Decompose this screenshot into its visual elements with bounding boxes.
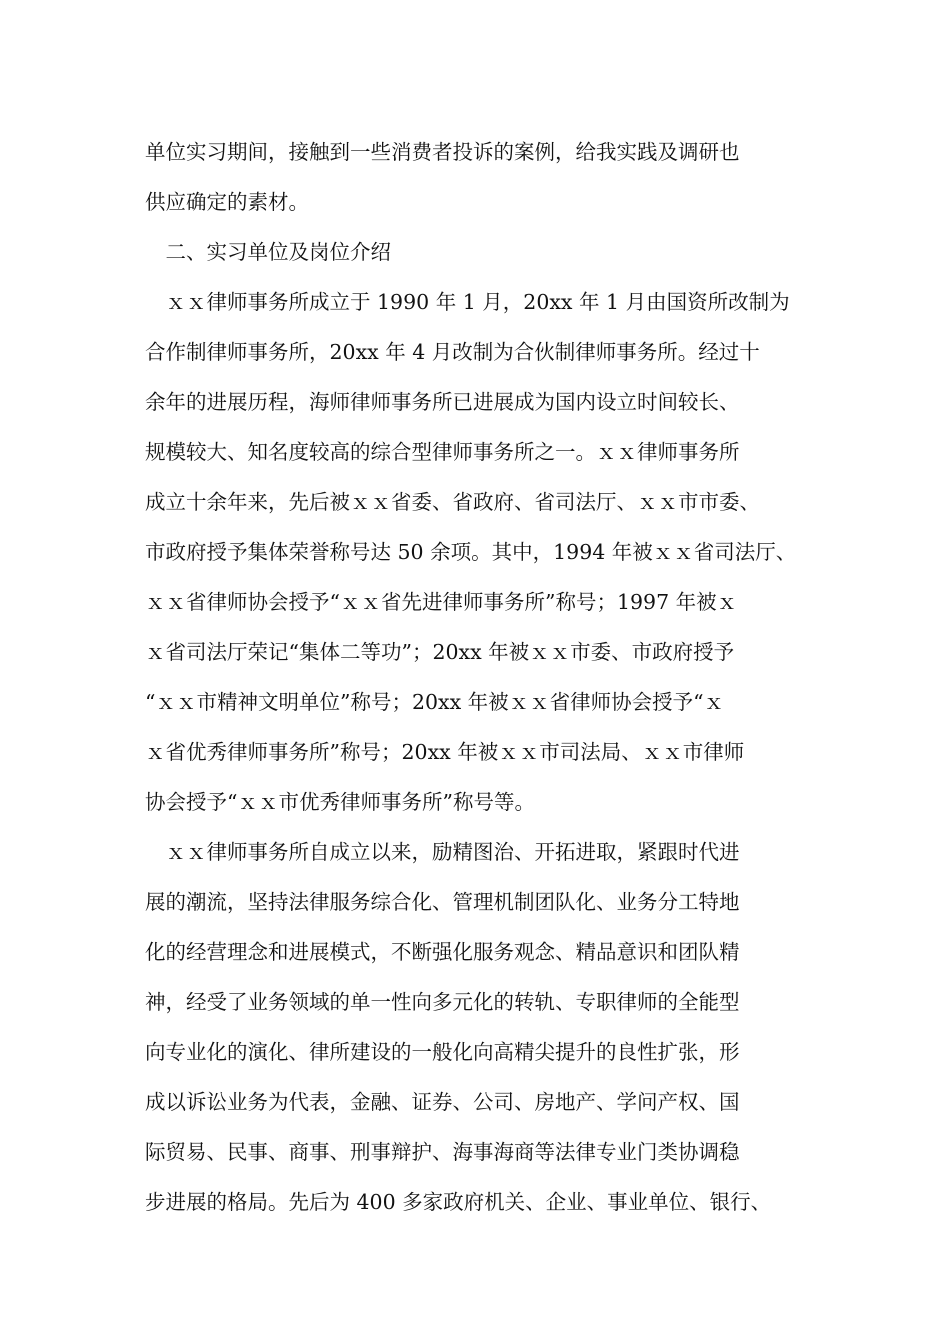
text-line: ｘｘ省律师协会授予“ｘｘ省先进律师事务所”称号；1997 年被ｘ <box>145 590 738 614</box>
text-line: 展的潮流，坚持法律服务综合化、管理机制团队化、业务分工特地 <box>145 890 740 914</box>
text-line: 合作制律师事务所，20xx 年 4 月改制为合伙制律师事务所。经过十 <box>145 340 760 364</box>
text-line: “ｘｘ市精神文明单位”称号；20xx 年被ｘｘ省律师协会授予“ｘ <box>145 690 725 714</box>
text-line: ｘｘ律师事务所成立于 1990 年 1 月，20xx 年 1 月由国资所改制为 <box>145 290 790 314</box>
text-line: 成立十余年来，先后被ｘｘ省委、省政府、省司法厅、ｘｘ市市委、 <box>145 490 760 514</box>
text-line: 神，经受了业务领域的单一性向多元化的转轨、专职律师的全能型 <box>145 990 740 1014</box>
text-line: 际贸易、民事、商事、刑事辩护、海事海商等法律专业门类协调稳 <box>145 1140 740 1164</box>
text-line: 化的经营理念和进展模式，不断强化服务观念、精品意识和团队精 <box>145 940 740 964</box>
text-line: 协会授予“ｘｘ市优秀律师事务所”称号等。 <box>145 790 535 814</box>
text-line: 单位实习期间，接触到一些消费者投诉的案例，给我实践及调研也 <box>145 140 740 164</box>
text-line: 供应确定的素材。 <box>145 190 309 214</box>
text-line: 成以诉讼业务为代表，金融、证券、公司、房地产、学问产权、国 <box>145 1090 740 1114</box>
text-line: 市政府授予集体荣誉称号达 50 余项。其中，1994 年被ｘｘ省司法厅、 <box>145 540 797 564</box>
body-text <box>145 127 835 1227</box>
text-line: ｘｘ律师事务所自成立以来，励精图治、开拓进取，紧跟时代进 <box>145 840 740 864</box>
text-line: 步进展的格局。先后为 400 多家政府机关、企业、事业单位、银行、 <box>145 1190 772 1214</box>
text-line: 余年的进展历程，海师律师事务所已进展成为国内设立时间较长、 <box>145 390 740 414</box>
text-line: ｘ省优秀律师事务所”称号；20xx 年被ｘｘ市司法局、ｘｘ市律师 <box>145 740 745 764</box>
section-heading: 二、实习单位及岗位介绍 <box>145 240 391 264</box>
text-line: 规模较大、知名度较高的综合型律师事务所之一。ｘｘ律师事务所 <box>145 440 740 464</box>
text-line: 向专业化的演化、律所建设的一般化向高精尖提升的良性扩张，形 <box>145 1040 740 1064</box>
text-line: ｘ省司法厅荣记“集体二等功”；20xx 年被ｘｘ市委、市政府授予 <box>145 640 735 664</box>
